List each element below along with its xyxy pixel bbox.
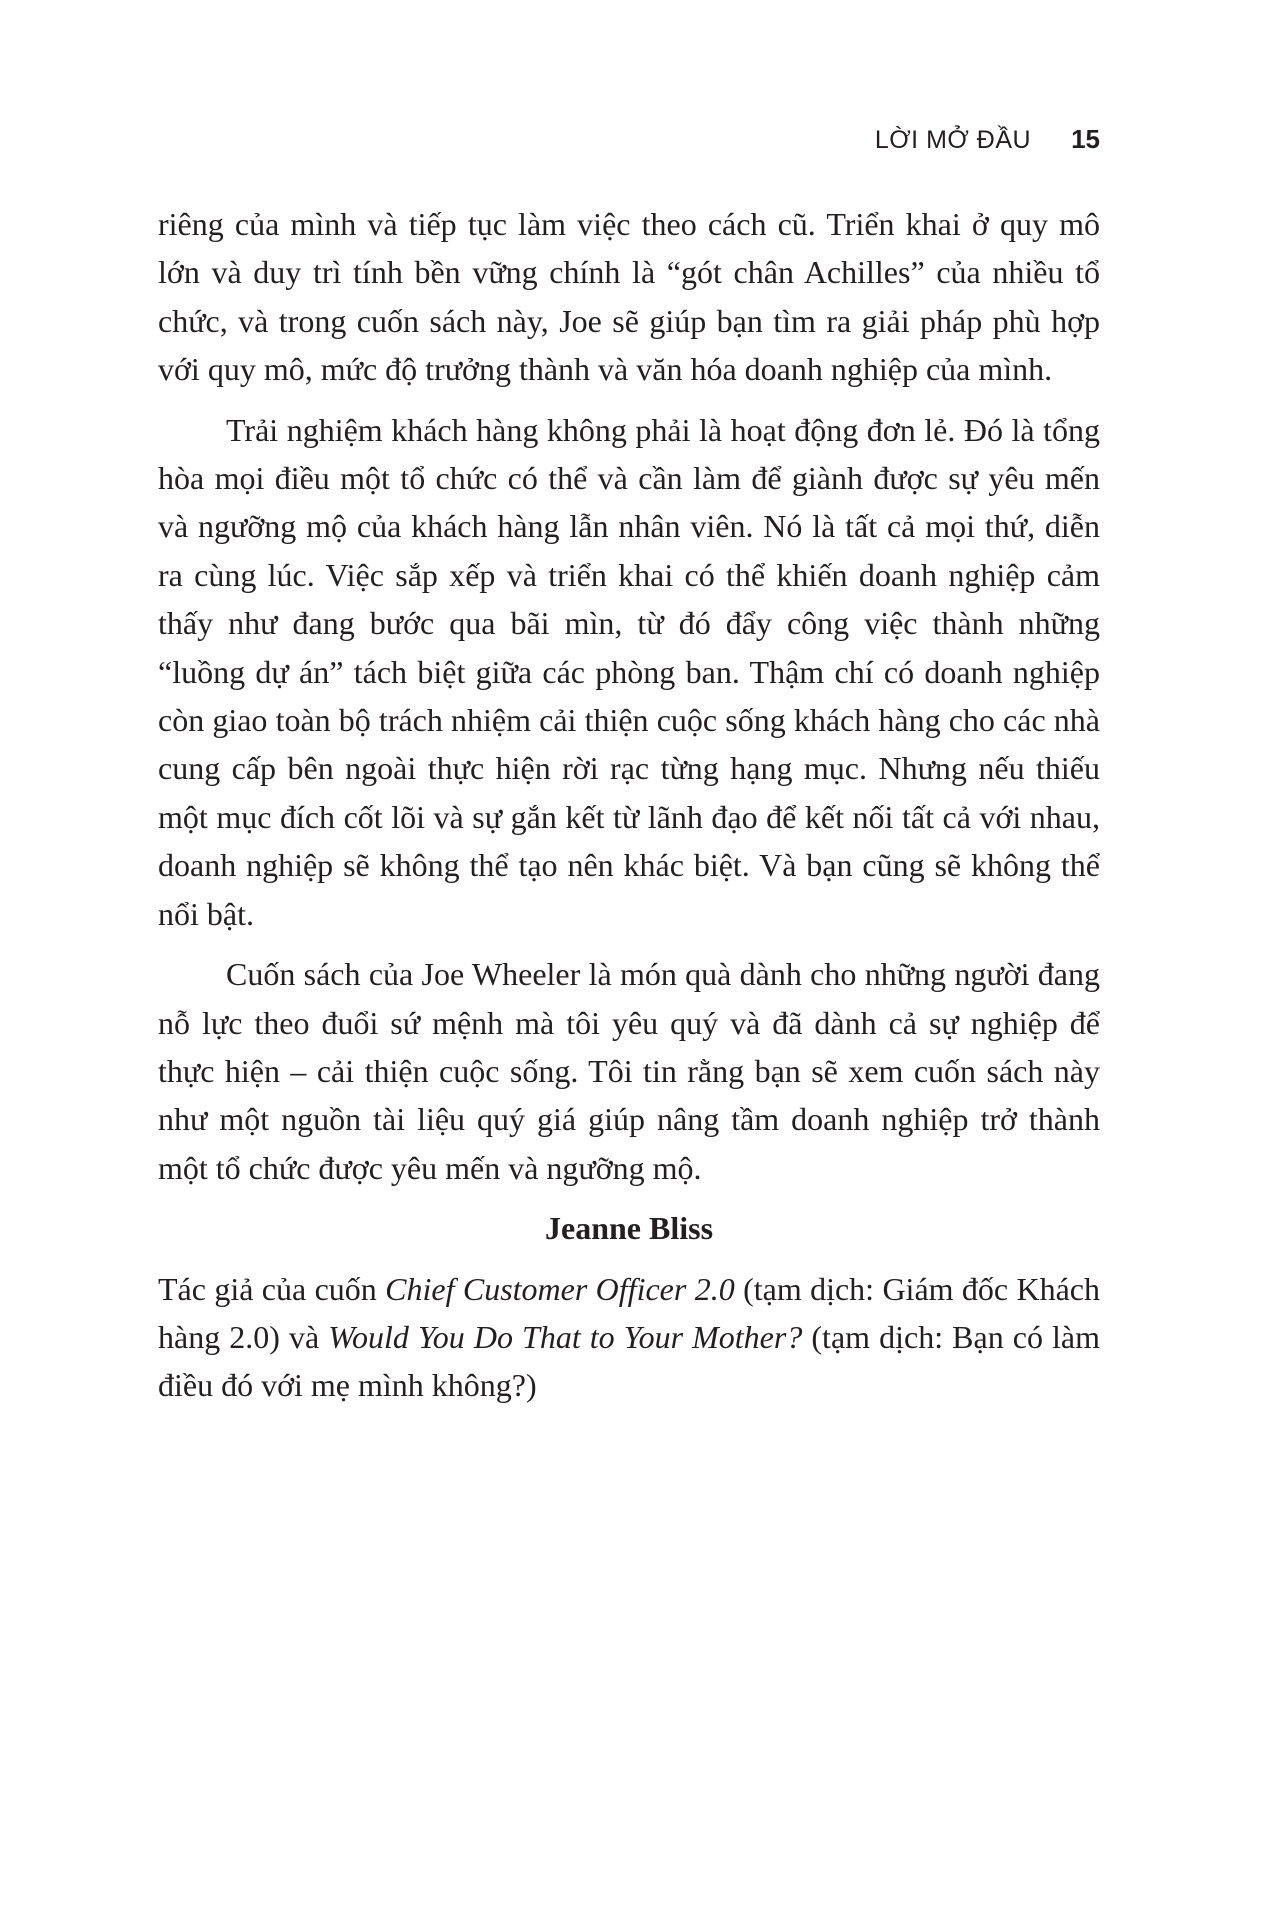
author-signature: Jeanne Bliss xyxy=(544,1210,714,1247)
paragraph-continued: riêng của mình và tiếp tục làm việc theo cách cũ. Triển khai ở quy mô lớn và duy trì tính bền vững chính là “gót chân Achilles” của nhiều tổ chức, và trong cuốn sách này, Joe sẽ giúp bạn tìm ra giải pháp phù hợp với quy mô, mức độ trưởng thành và văn hóa doanh nghiệp của mình. xyxy=(158,206,1100,388)
attribution-prefix: Tác giả của cuốn xyxy=(158,1270,386,1307)
running-header xyxy=(875,124,1100,155)
attribution-note: (tạm dịch: Giám đốc Khách hàng 2.0) và xyxy=(158,1270,1101,1355)
page-number: 15 xyxy=(1071,124,1100,154)
body-text xyxy=(158,200,1100,1422)
book-title: Would You Do That to Your Mother? xyxy=(328,1318,803,1355)
paragraph: Cuốn sách của Joe Wheeler là món quà dành cho những người đang nỗ lực theo đuổi sứ mệnh mà tôi yêu quý và đã dành cả sự nghiệp để thực hiện – cải thiện cuộc sống. Tôi tin rằng bạn sẽ xem cuốn sách này như một nguồn tài liệu quý giá giúp nâng tầm doanh nghiệp trở thành một tổ chức được yêu mến và ngưỡng mộ. xyxy=(158,956,1100,1186)
paragraph: Trải nghiệm khách hàng không phải là hoạt động đơn lẻ. Đó là tổng hòa mọi điều một tổ chức có thể và cần làm để giành được sự yêu mến và ngưỡng mộ của khách hàng lẫn nhân viên. Nó là tất cả mọi thứ, diễn ra cùng lúc. Việc sắp xếp và triển khai có thể khiến doanh nghiệp cảm thấy như đang bước qua bãi mìn, từ đó đẩy công việc thành những “luồng dự án” tách biệt giữa các phòng ban. Thậm chí có doanh nghiệp còn giao toàn bộ trách nhiệm cải thiện cuộc sống khách hàng cho các nhà cung cấp bên ngoài thực hiện rời rạc từng hạng mục. Nhưng nếu thiếu một mục đích cốt lõi và sự gắn kết từ lãnh đạo để kết nối tất cả với nhau, doanh nghiệp sẽ không thể tạo nên khác biệt. Và bạn cũng sẽ không thể nổi bật. xyxy=(158,411,1100,932)
author-attribution xyxy=(158,1265,1100,1410)
book-title: Chief Customer Officer 2.0 xyxy=(385,1270,735,1307)
attribution-note: (tạm dịch: Bạn có làm điều đó với mẹ mình không?) xyxy=(158,1318,1101,1404)
section-title: LỜI MỞ ĐẦU xyxy=(874,126,1032,154)
